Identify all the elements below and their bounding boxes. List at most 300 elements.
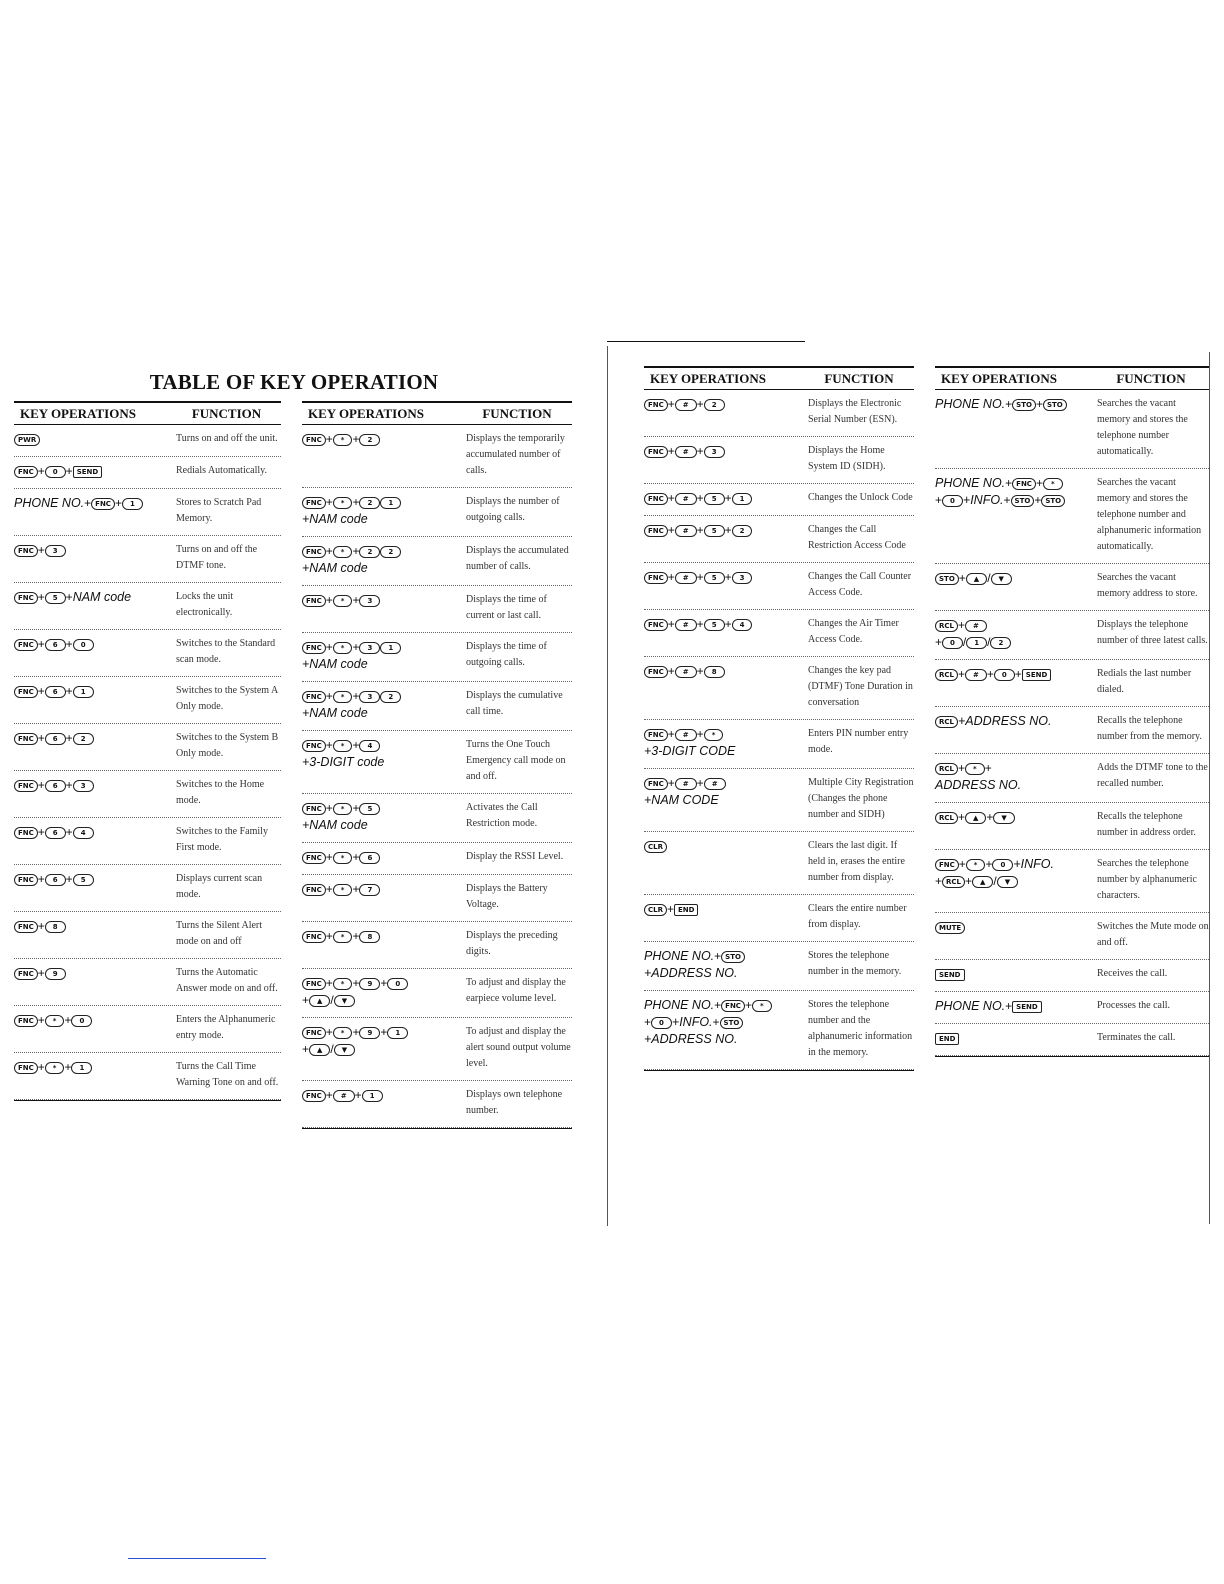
keys-column-header: KEY OPERATIONS <box>941 371 1057 386</box>
up-arrow-key: ▲ <box>972 876 993 888</box>
key-sequence-line <box>302 705 462 722</box>
fnc-key: FNC <box>14 874 38 886</box>
key-sequence-line <box>935 998 1093 1015</box>
plus-sign: + <box>325 882 333 896</box>
function-description: Displays the time of outgoing calls. <box>466 641 547 668</box>
fnc-key: FNC <box>1012 478 1036 490</box>
table-bottom-rule <box>14 1100 281 1101</box>
key-sequence <box>935 396 1097 413</box>
plus-sign: + <box>114 496 122 510</box>
fnc-key: FNC <box>644 619 668 631</box>
plus-sign: + <box>724 491 732 505</box>
function-description: Changes the Call Counter Access Code. <box>808 571 912 598</box>
fnc-key: FNC <box>644 572 668 584</box>
plus-sign: + <box>712 1015 720 1029</box>
key-sequence <box>302 431 466 448</box>
plus-sign: + <box>724 570 732 584</box>
plus-sign: + <box>65 778 73 792</box>
key-sequence-line <box>935 396 1093 413</box>
function-description: Searches the vacant memory and stores the telephone number automatically. <box>1097 398 1188 457</box>
key-sequence <box>935 966 1097 983</box>
hash-key: # <box>675 729 697 741</box>
star-key: * <box>333 803 353 815</box>
function-description: Turns the One Touch Emergency call mode on and off. <box>466 739 566 782</box>
star-key: * <box>965 763 985 775</box>
hash-key: # <box>965 620 987 632</box>
star-key: * <box>333 434 353 446</box>
table-row <box>14 489 281 536</box>
digit-1-key: 1 <box>362 1090 383 1102</box>
table-row <box>302 731 572 794</box>
function-description: Recalls the telephone number from the memory. <box>1097 715 1202 742</box>
fnc-key: FNC <box>644 399 668 411</box>
fnc-key: FNC <box>302 884 326 896</box>
table-header <box>302 401 572 425</box>
down-arrow-key: ▼ <box>991 573 1012 585</box>
key-sequence-line <box>14 431 172 448</box>
key-sequence <box>935 666 1097 683</box>
hash-key: # <box>675 572 697 584</box>
fnc-key: FNC <box>644 446 668 458</box>
key-sequence <box>935 760 1097 794</box>
plus-sign: + <box>724 617 732 631</box>
key-sequence-line <box>302 656 462 673</box>
digit-1-key: 1 <box>71 1062 92 1074</box>
plus-sign: + <box>352 689 360 703</box>
key-sequence-line <box>14 871 172 888</box>
key-sequence <box>302 881 466 898</box>
function-description: Changes the Air Timer Access Code. <box>808 618 899 645</box>
table-row <box>14 583 281 630</box>
fnc-key: FNC <box>644 525 668 537</box>
key-text: NAM code <box>72 590 132 604</box>
digit-5-key: 5 <box>704 525 725 537</box>
key-sequence <box>14 777 176 794</box>
fnc-key: FNC <box>302 803 326 815</box>
sto-key: STO <box>1041 495 1065 507</box>
keys-column-header: KEY OPERATIONS <box>308 406 424 421</box>
digit-3-key: 3 <box>359 691 380 703</box>
table-column-1 <box>14 401 281 1101</box>
plus-sign: + <box>696 776 704 790</box>
key-sequence-line <box>935 1030 1093 1047</box>
up-arrow-key: ▲ <box>309 995 330 1007</box>
digit-1-key: 1 <box>122 498 143 510</box>
plus-sign: + <box>667 664 675 678</box>
key-sequence-line <box>644 965 804 982</box>
key-sequence <box>644 663 808 680</box>
bottom-rule <box>128 1558 266 1559</box>
digit-1-key: 1 <box>966 637 987 649</box>
digit-0-key: 0 <box>45 466 66 478</box>
key-sequence <box>644 443 808 460</box>
key-sequence-line <box>935 475 1093 492</box>
star-key: * <box>966 859 986 871</box>
star-key: * <box>333 595 353 607</box>
key-sequence-line <box>644 490 804 507</box>
table-row <box>644 832 914 895</box>
plus-sign: + <box>325 850 333 864</box>
table-bottom-rule <box>935 1056 1209 1057</box>
plus-sign: + <box>325 976 333 990</box>
slash-sign: / <box>330 993 334 1007</box>
digit-2-key: 2 <box>732 525 753 537</box>
table-row <box>644 563 914 610</box>
plus-sign: + <box>935 635 943 649</box>
key-text: +INFO. <box>1013 857 1054 871</box>
digit-8-key: 8 <box>45 921 66 933</box>
star-key: * <box>45 1062 65 1074</box>
plus-sign: + <box>644 1015 652 1029</box>
digit-6-key: 6 <box>45 874 66 886</box>
digit-6-key: 6 <box>45 686 66 698</box>
plus-sign: + <box>65 590 73 604</box>
plus-sign: + <box>1005 397 1013 411</box>
key-sequence-line <box>14 777 172 794</box>
table-row <box>14 959 281 1006</box>
plus-sign: + <box>935 874 943 888</box>
plus-sign: + <box>985 857 993 871</box>
key-sequence <box>14 918 176 935</box>
function-description: Displays the accumulated number of calls. <box>466 545 569 572</box>
plus-sign: + <box>37 1013 45 1027</box>
star-key: * <box>333 691 353 703</box>
fnc-key: FNC <box>302 978 326 990</box>
table-row <box>14 1053 281 1100</box>
plus-sign: + <box>325 640 333 654</box>
table-row <box>14 865 281 912</box>
key-sequence-line <box>14 1012 172 1029</box>
function-description: Changes the Unlock Code <box>808 492 913 503</box>
function-description: Switches to the System A Only mode. <box>176 685 278 712</box>
function-description: Stores the telephone number in the memory. <box>808 950 902 977</box>
plus-sign: + <box>958 761 966 775</box>
digit-8-key: 8 <box>359 931 380 943</box>
digit-5-key: 5 <box>704 572 725 584</box>
plus-sign: + <box>696 617 704 631</box>
plus-sign: + <box>1014 667 1022 681</box>
plus-sign: + <box>352 544 360 558</box>
function-description: Switches to the Family First mode. <box>176 826 268 853</box>
key-text: +NAM CODE <box>644 793 719 807</box>
keys-column-header: KEY OPERATIONS <box>650 371 766 386</box>
table-row <box>14 457 281 489</box>
table-row <box>935 992 1209 1024</box>
key-text: +ADDRESS NO. <box>644 1032 738 1046</box>
key-sequence-line <box>14 965 172 982</box>
sto-key: STO <box>935 573 959 585</box>
fnc-key: FNC <box>302 691 326 703</box>
digit-0-key: 0 <box>992 859 1013 871</box>
plus-sign: + <box>965 874 973 888</box>
key-sequence-line <box>302 849 462 866</box>
key-text: PHONE NO. <box>14 496 85 510</box>
star-key: * <box>333 740 353 752</box>
fnc-key: FNC <box>721 1000 745 1012</box>
key-sequence-line <box>14 824 172 841</box>
hash-key: # <box>675 493 697 505</box>
digit-5-key: 5 <box>359 803 380 815</box>
key-sequence-line <box>302 737 462 754</box>
plus-sign: + <box>352 929 360 943</box>
digit-2-key: 2 <box>359 434 380 446</box>
hash-key: # <box>675 446 697 458</box>
plus-sign: + <box>958 857 966 871</box>
function-description: Locks the unit electronically. <box>176 591 234 618</box>
plus-sign: + <box>958 667 966 681</box>
plus-sign: + <box>325 738 333 752</box>
digit-4-key: 4 <box>359 740 380 752</box>
slash-sign: / <box>993 874 997 888</box>
table-row <box>935 960 1209 992</box>
keys-column-header: KEY OPERATIONS <box>20 406 136 421</box>
rcl-key: RCL <box>935 669 958 681</box>
digit-8-key: 8 <box>704 666 725 678</box>
fnc-key: FNC <box>644 778 668 790</box>
plus-sign: + <box>37 872 45 886</box>
key-sequence-line <box>14 463 172 480</box>
function-description: Switches the Mute mode on and off. <box>1097 921 1209 948</box>
table-row <box>302 682 572 731</box>
key-sequence <box>14 871 176 888</box>
key-sequence <box>302 975 466 1009</box>
up-arrow-key: ▲ <box>965 812 986 824</box>
table-row <box>302 1081 572 1128</box>
key-sequence-line <box>644 1031 804 1048</box>
key-sequence-line <box>14 636 172 653</box>
table-row <box>644 720 914 769</box>
digit-0-key: 0 <box>73 639 94 651</box>
plus-sign: + <box>325 929 333 943</box>
function-description: Switches to the Home mode. <box>176 779 265 806</box>
plus-sign: + <box>696 523 704 537</box>
star-key: * <box>333 1027 353 1039</box>
rcl-key: RCL <box>935 716 958 728</box>
key-sequence <box>935 809 1097 826</box>
key-text: +INFO. <box>671 1015 713 1029</box>
plus-sign: + <box>352 801 360 815</box>
plus-sign: + <box>714 949 722 963</box>
function-description: To adjust and display the earpiece volume level. <box>466 977 566 1004</box>
function-description: Recalls the telephone number in address order. <box>1097 811 1196 838</box>
plus-sign: + <box>696 444 704 458</box>
key-sequence-line <box>302 975 462 992</box>
fnc-key: FNC <box>302 931 326 943</box>
key-sequence <box>14 683 176 700</box>
clr-key: CLR <box>644 904 667 916</box>
star-key: * <box>752 1000 772 1012</box>
table-row <box>302 875 572 922</box>
plus-sign: + <box>325 544 333 558</box>
star-key: * <box>333 978 353 990</box>
fnc-key: FNC <box>302 546 326 558</box>
table-row <box>644 991 914 1070</box>
key-sequence-line <box>14 918 172 935</box>
plus-sign: + <box>325 495 333 509</box>
table-row <box>644 657 914 720</box>
key-sequence-line <box>14 542 172 559</box>
plus-sign: + <box>37 590 45 604</box>
key-sequence <box>14 542 176 559</box>
clr-key: CLR <box>644 841 667 853</box>
key-sequence <box>935 713 1097 730</box>
digit-1-key: 1 <box>380 497 401 509</box>
star-key: * <box>333 884 353 896</box>
key-sequence-line <box>302 639 462 656</box>
down-arrow-key: ▼ <box>334 1044 355 1056</box>
key-sequence-line <box>644 443 804 460</box>
table-row <box>302 488 572 537</box>
key-sequence-line <box>302 431 462 448</box>
hash-key: # <box>675 778 697 790</box>
table-row <box>644 610 914 657</box>
key-sequence <box>302 737 466 771</box>
slash-sign: / <box>987 635 991 649</box>
digit-4-key: 4 <box>732 619 753 631</box>
function-description: Displays the preceding digits. <box>466 930 558 957</box>
table-row <box>935 913 1209 960</box>
key-sequence-line <box>935 809 1093 826</box>
hash-key: # <box>675 666 697 678</box>
function-description: Displays the temporarily accumulated number of calls. <box>466 433 565 476</box>
plus-sign: + <box>37 778 45 792</box>
key-sequence-line <box>644 663 804 680</box>
key-sequence-line <box>935 966 1093 983</box>
digit-5-key: 5 <box>704 619 725 631</box>
digit-6-key: 6 <box>45 733 66 745</box>
plus-sign: + <box>64 1013 72 1027</box>
table-row <box>935 707 1209 754</box>
key-sequence <box>935 1030 1097 1047</box>
table-row <box>935 390 1209 469</box>
key-text: +ADDRESS NO. <box>644 966 738 980</box>
digit-6-key: 6 <box>45 780 66 792</box>
function-column-header: FUNCTION <box>824 371 894 386</box>
key-sequence <box>644 726 808 760</box>
key-sequence-line <box>935 777 1093 794</box>
digit-6-key: 6 <box>359 852 380 864</box>
fnc-key: FNC <box>91 498 115 510</box>
star-key: * <box>333 852 353 864</box>
key-sequence <box>644 616 808 633</box>
function-description: Displays the Battery Voltage. <box>466 883 548 910</box>
plus-sign: + <box>352 640 360 654</box>
key-sequence-line <box>935 634 1093 651</box>
plus-sign: + <box>84 496 92 510</box>
key-sequence <box>14 965 176 982</box>
down-arrow-key: ▼ <box>334 995 355 1007</box>
star-key: * <box>704 729 724 741</box>
key-text: PHONE NO. <box>644 998 715 1012</box>
fnc-key: FNC <box>14 545 38 557</box>
table-column-3 <box>644 366 914 1071</box>
key-sequence <box>935 617 1097 651</box>
plus-sign: + <box>354 1088 362 1102</box>
digit-7-key: 7 <box>359 884 380 896</box>
star-key: * <box>45 1015 65 1027</box>
table-row <box>935 469 1209 564</box>
table-row <box>935 660 1209 707</box>
fnc-key: FNC <box>14 1062 38 1074</box>
key-sequence-line <box>644 838 804 855</box>
key-sequence <box>14 1012 176 1029</box>
table-row <box>14 724 281 771</box>
down-arrow-key: ▼ <box>997 876 1018 888</box>
plus-sign: + <box>724 523 732 537</box>
digit-0-key: 0 <box>942 495 963 507</box>
star-key: * <box>333 931 353 943</box>
plus-sign: + <box>667 523 675 537</box>
plus-sign: + <box>714 998 722 1012</box>
hash-key: # <box>675 619 697 631</box>
table-bottom-rule <box>302 1128 572 1129</box>
digit-9-key: 9 <box>359 978 380 990</box>
plus-sign: + <box>935 493 943 507</box>
send-key: SEND <box>73 466 103 478</box>
key-sequence-line <box>302 817 462 834</box>
plus-sign: + <box>667 570 675 584</box>
function-description: Display the RSSI Level. <box>466 851 564 862</box>
fnc-key: FNC <box>302 595 326 607</box>
plus-sign: + <box>37 637 45 651</box>
key-sequence-line <box>302 494 462 511</box>
key-sequence-line <box>935 617 1093 634</box>
key-sequence <box>302 494 466 528</box>
fnc-key: FNC <box>14 686 38 698</box>
table-row <box>302 1018 572 1081</box>
key-sequence-line <box>935 666 1093 683</box>
key-text: ADDRESS NO. <box>935 778 1022 792</box>
key-sequence-line <box>14 683 172 700</box>
key-sequence-line <box>644 1014 804 1031</box>
table-row <box>302 843 572 875</box>
end-key: END <box>674 904 698 916</box>
table-row <box>644 437 914 484</box>
fnc-key: FNC <box>14 639 38 651</box>
table-column-2 <box>302 401 572 1129</box>
function-description: Searches the telephone number by alphanumeric characters. <box>1097 858 1197 901</box>
table-row <box>644 516 914 563</box>
key-sequence-line <box>302 560 462 577</box>
fnc-key: FNC <box>302 497 326 509</box>
function-description: Enters PIN number entry mode. <box>808 728 909 755</box>
hash-key: # <box>675 525 697 537</box>
table-row <box>644 942 914 991</box>
plus-sign: + <box>37 684 45 698</box>
table-row <box>14 818 281 865</box>
plus-sign: + <box>37 825 45 839</box>
key-sequence-line <box>302 1024 462 1041</box>
down-arrow-key: ▼ <box>993 812 1014 824</box>
digit-5-key: 5 <box>73 874 94 886</box>
plus-sign: + <box>1003 493 1011 507</box>
plus-sign: + <box>958 571 966 585</box>
function-description: Turns the Call Time Warning Tone on and off. <box>176 1061 279 1088</box>
key-sequence <box>644 901 808 918</box>
function-description: Stores to Scratch Pad Memory. <box>176 497 262 524</box>
key-text: +NAM code <box>302 657 368 671</box>
function-description: Displays the telephone number of three latest calls. <box>1097 619 1208 646</box>
right-edge-line <box>1209 352 1210 1224</box>
key-sequence-line <box>644 743 804 760</box>
fnc-key: FNC <box>14 466 38 478</box>
plus-sign: + <box>352 1025 360 1039</box>
table-row <box>302 794 572 843</box>
slash-sign: / <box>962 635 967 649</box>
plus-sign: + <box>744 998 752 1012</box>
plus-sign: + <box>696 397 704 411</box>
fnc-key: FNC <box>302 1027 326 1039</box>
